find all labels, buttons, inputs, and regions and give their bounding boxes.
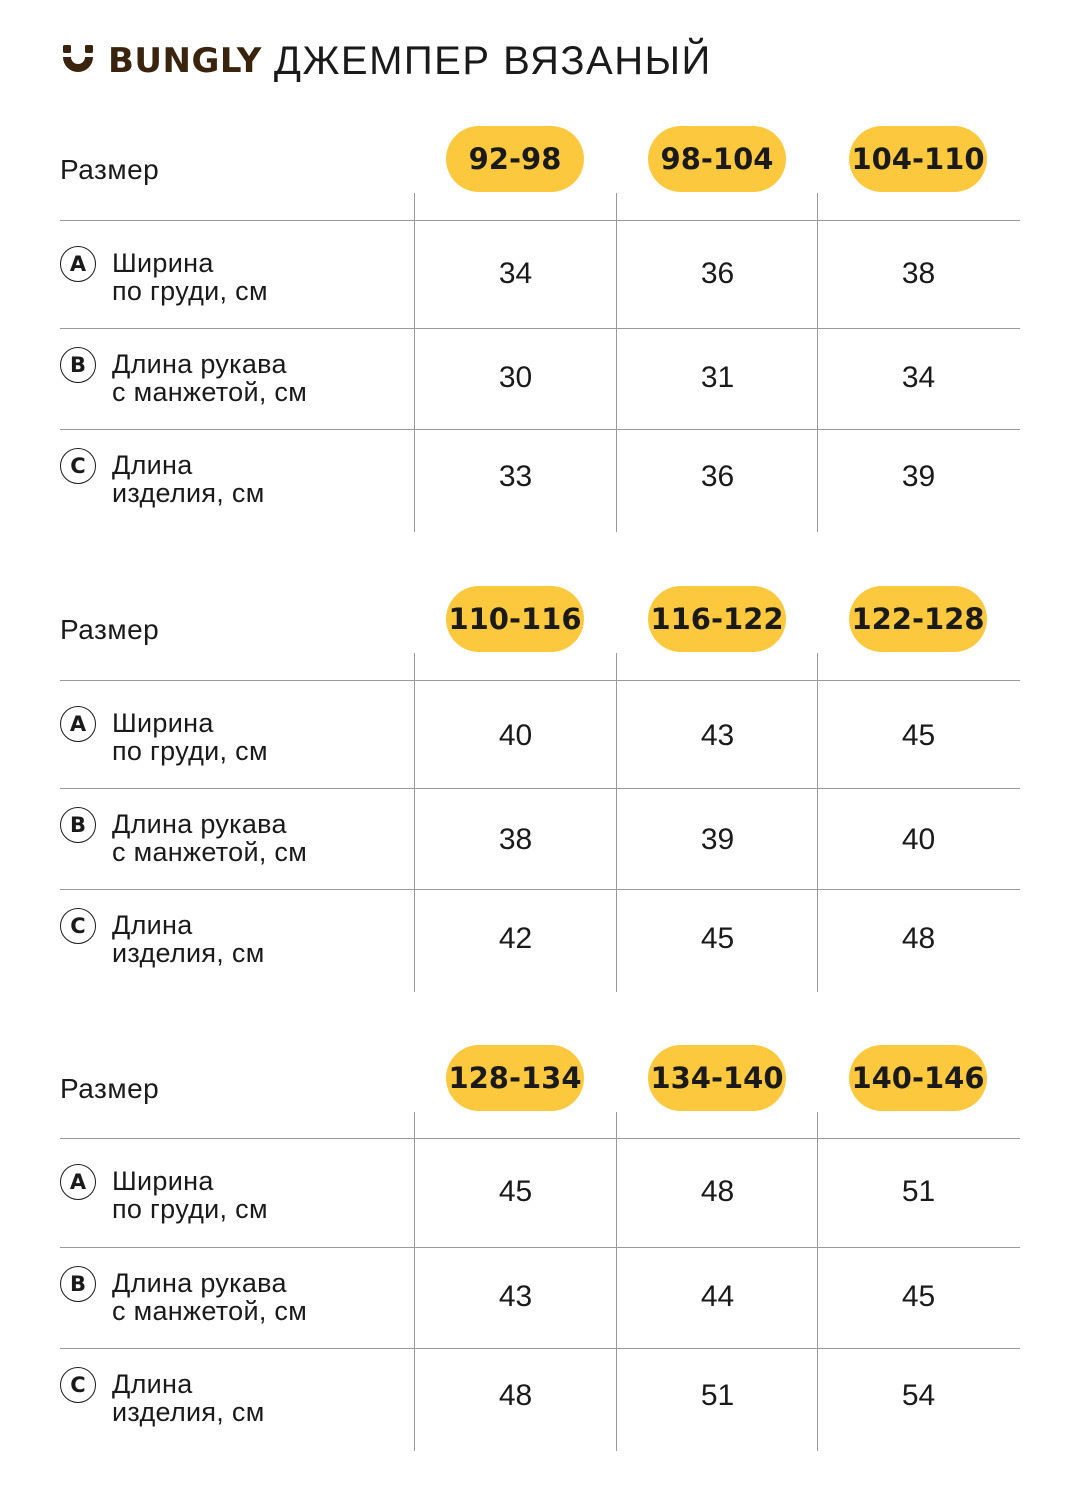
letter-badge: C — [60, 448, 96, 484]
measurement-row-garment-length — [60, 890, 1020, 992]
size-pill: 104-110 — [849, 126, 987, 192]
value-cell: 38 — [901, 257, 936, 290]
measurement-label — [112, 350, 307, 406]
size-label: Размер — [60, 614, 160, 645]
size-pill: 92-98 — [446, 126, 584, 192]
value-cell: 31 — [700, 361, 735, 394]
value-cell: 30 — [498, 361, 533, 394]
brand-name: BUNGLY — [108, 41, 262, 81]
measurement-label-line2: по груди, см — [112, 736, 268, 766]
measurement-row-garment-length — [60, 430, 1020, 532]
measurement-label-line1: Ширина — [112, 248, 214, 278]
size-table-3 — [60, 1045, 1020, 1427]
letter-badge: A — [60, 706, 96, 742]
measurement-label-line1: Длина — [112, 1369, 193, 1399]
measurement-row-chest-width — [60, 1139, 1020, 1247]
measurement-label — [112, 1370, 265, 1426]
size-pill: 134-140 — [648, 1045, 786, 1111]
letter-badge: A — [60, 246, 96, 282]
value-cell: 48 — [498, 1379, 533, 1412]
value-cell: 39 — [901, 460, 936, 493]
measurement-row-chest-width — [60, 221, 1020, 328]
size-pill: 140-146 — [849, 1045, 987, 1111]
measurement-label-line1: Длина рукава — [112, 809, 287, 839]
value-cell: 45 — [901, 719, 936, 752]
measurement-label — [112, 451, 265, 507]
value-cell: 51 — [700, 1379, 735, 1412]
measurement-label-line2: с манжетой, см — [112, 1296, 308, 1326]
size-pill: 122-128 — [849, 586, 987, 652]
size-pill: 116-122 — [648, 586, 786, 652]
size-pill: 98-104 — [648, 126, 786, 192]
value-cell: 48 — [901, 922, 936, 955]
size-table-1 — [60, 126, 1020, 508]
smile-face-icon — [60, 43, 96, 79]
size-pill: 128-134 — [446, 1045, 584, 1111]
measurement-row-chest-width — [60, 681, 1020, 788]
value-cell: 43 — [498, 1280, 533, 1313]
measurement-label-line2: по груди, см — [112, 276, 268, 306]
measurement-label — [112, 1167, 268, 1223]
size-table-2 — [60, 586, 1020, 968]
letter-badge: C — [60, 908, 96, 944]
measurement-label-line2: изделия, см — [112, 478, 265, 508]
value-cell: 34 — [498, 257, 533, 290]
measurement-label-line1: Длина рукава — [112, 1268, 287, 1298]
size-header-row — [60, 1045, 1020, 1140]
value-cell: 40 — [498, 719, 533, 752]
value-cell: 34 — [901, 361, 936, 394]
size-pill: 110-116 — [446, 586, 584, 652]
value-cell: 43 — [700, 719, 735, 752]
measurement-label-line2: по груди, см — [112, 1194, 268, 1224]
size-label: Размер — [60, 154, 160, 185]
measurement-label — [112, 1269, 307, 1325]
measurement-label-line1: Ширина — [112, 1166, 214, 1196]
value-cell: 36 — [700, 257, 735, 290]
product-title: ДЖЕМПЕР ВЯЗАНЫЙ — [273, 38, 712, 83]
measurement-label-line1: Ширина — [112, 708, 214, 738]
measurement-label-line1: Длина — [112, 910, 193, 940]
value-cell: 42 — [498, 922, 533, 955]
measurement-label — [112, 810, 307, 866]
measurement-row-sleeve-length — [60, 329, 1020, 429]
measurement-row-sleeve-length — [60, 1248, 1020, 1348]
measurement-label — [112, 911, 265, 967]
value-cell: 45 — [901, 1280, 936, 1313]
measurement-label-line2: изделия, см — [112, 1397, 265, 1427]
letter-badge: A — [60, 1164, 96, 1200]
measurement-label-line1: Длина — [112, 450, 193, 480]
header — [60, 36, 712, 86]
letter-badge: C — [60, 1367, 96, 1403]
measurement-label-line2: с манжетой, см — [112, 837, 308, 867]
value-cell: 51 — [901, 1175, 936, 1208]
letter-badge: B — [60, 347, 96, 383]
measurement-label — [112, 709, 268, 765]
value-cell: 45 — [700, 922, 735, 955]
measurement-row-sleeve-length — [60, 789, 1020, 889]
size-header-row — [60, 586, 1020, 681]
value-cell: 33 — [498, 460, 533, 493]
measurement-label-line2: с манжетой, см — [112, 377, 308, 407]
value-cell: 38 — [498, 823, 533, 856]
value-cell: 48 — [700, 1175, 735, 1208]
letter-badge: B — [60, 1266, 96, 1302]
measurement-label-line1: Длина рукава — [112, 349, 287, 379]
measurement-label — [112, 249, 268, 305]
size-header-row — [60, 126, 1020, 221]
measurement-label-line2: изделия, см — [112, 938, 265, 968]
measurement-row-garment-length — [60, 1349, 1020, 1451]
letter-badge: B — [60, 807, 96, 843]
value-cell: 36 — [700, 460, 735, 493]
value-cell: 54 — [901, 1379, 936, 1412]
value-cell: 45 — [498, 1175, 533, 1208]
value-cell: 40 — [901, 823, 936, 856]
value-cell: 44 — [700, 1280, 735, 1313]
value-cell: 39 — [700, 823, 735, 856]
size-label: Размер — [60, 1073, 160, 1104]
